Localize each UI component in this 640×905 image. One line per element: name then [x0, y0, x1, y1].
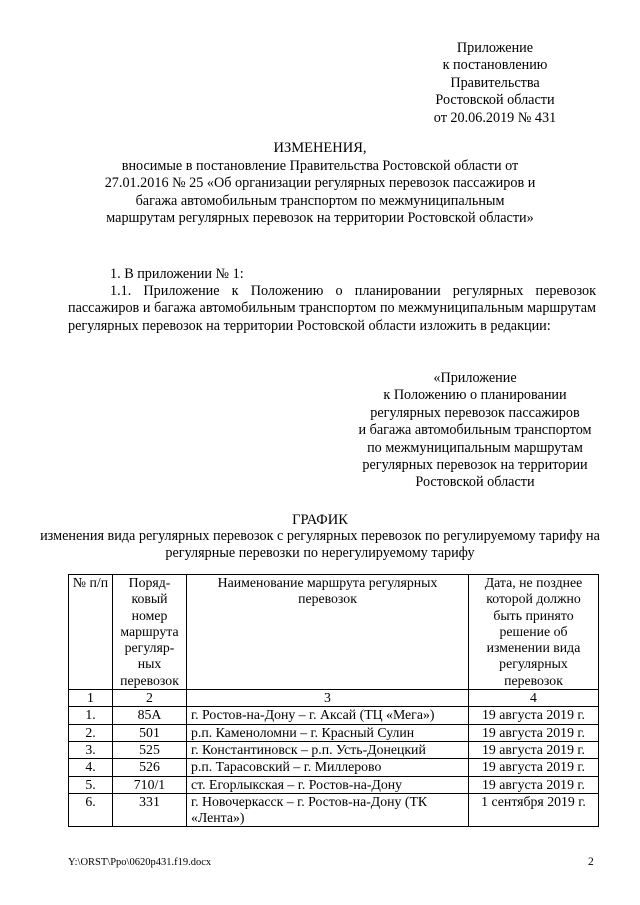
approval-line: к постановлению — [442, 57, 548, 74]
document-title: ИЗМЕНЕНИЯ, — [273, 140, 367, 156]
cell-route-name: р.п. Тарасовский – г. Миллерово — [187, 759, 469, 776]
cell-number: 2. — [69, 724, 113, 741]
table-row — [69, 724, 599, 741]
column-number: 2 — [113, 690, 187, 707]
cell-deadline: 19 августа 2019 г. — [469, 776, 599, 793]
cell-number: 5. — [69, 776, 113, 793]
schedule-title: ГРАФИК — [292, 512, 348, 528]
cell-route-number: 525 — [113, 741, 187, 758]
cell-deadline: 1 сентября 2019 г. — [469, 793, 599, 827]
paragraph-1-1: 1.1. Приложение к Положению о планировании регулярных перевозок пассажиров и багажа автомобильным транспортом по межмуниципальным маршрутам регулярных перевозок на территории Ростовской области изложить в редакции: — [68, 283, 596, 334]
document-subtitle: вносимые в постановление Правительства Ростовской области от 27.01.2016 № 25 «Об организации регулярных перевозок пассажиров и багажа автомобильным транспортом по межмуниципальным маршрутам регулярных перевозок на территории Ростовской области» — [104, 158, 536, 227]
table-row — [69, 776, 599, 793]
header-number: № п/п — [69, 575, 113, 690]
cell-route-name: ст. Егорлыкская – г. Ростов-на-Дону — [187, 776, 469, 793]
table-row — [69, 793, 599, 827]
column-number: 1 — [69, 690, 113, 707]
cell-deadline: 19 августа 2019 г. — [469, 741, 599, 758]
appendix-line: «Приложение — [433, 370, 517, 386]
approval-line: от 20.06.2019 № 431 — [433, 109, 557, 126]
appendix-line: Ростовской области — [415, 474, 535, 491]
approval-block — [420, 40, 570, 127]
cell-route-name: г. Новочеркасск – г. Ростов-на-Дону (ТК «Лента») — [187, 793, 469, 827]
cell-route-name: р.п. Каменоломни – г. Красный Сулин — [187, 724, 469, 741]
appendix-block — [330, 370, 620, 492]
cell-number: 6. — [69, 793, 113, 827]
appendix-line: регулярных перевозок на территории — [362, 457, 588, 474]
cell-route-number: 331 — [113, 793, 187, 827]
file-path-footer: Y:\ORST\Ppo\0620p431.f19.docx — [68, 857, 212, 868]
schedule-table — [68, 574, 599, 827]
header-route-number: Поряд-ковый номер маршрута регуляр-ных перевозок — [113, 575, 187, 690]
appendix-line: к Положению о планировании — [383, 387, 567, 404]
cell-number: 4. — [69, 759, 113, 776]
approval-line: Приложение — [456, 40, 534, 56]
table-column-numbers-row — [69, 690, 599, 707]
approval-line: Ростовской области — [435, 92, 555, 109]
cell-route-number: 526 — [113, 759, 187, 776]
table-row — [69, 741, 599, 758]
cell-number: 1. — [69, 707, 113, 724]
cell-route-name: г. Ростов-на-Дону – г. Аксай (ТЦ «Мега») — [187, 707, 469, 724]
table-header-row — [69, 575, 599, 690]
cell-route-name: г. Константиновск – р.п. Усть-Донецкий — [187, 741, 469, 758]
cell-number: 3. — [69, 741, 113, 758]
appendix-line: по межмуниципальным маршрутам — [367, 439, 583, 456]
header-route-name: Наименование маршрута регулярных перевозок — [187, 575, 469, 690]
column-number: 3 — [187, 690, 469, 707]
cell-deadline: 19 августа 2019 г. — [469, 759, 599, 776]
page-number: 2 — [588, 856, 594, 868]
approval-line: Правительства — [450, 74, 540, 91]
table-row — [69, 707, 599, 724]
header-deadline: Дата, не позднее которой должно быть принято решение об изменении вида регулярных перевозок — [469, 575, 599, 690]
table-row — [69, 759, 599, 776]
schedule-subtitle: изменения вида регулярных перевозок с регулярных перевозок по регулируемому тарифу на регулярные перевозки по нерегулируемому тарифу — [40, 528, 600, 562]
paragraph-1: 1. В приложении № 1: — [110, 266, 244, 282]
appendix-line: и багажа автомобильным транспортом — [358, 422, 592, 439]
cell-deadline: 19 августа 2019 г. — [469, 724, 599, 741]
cell-route-number: 85А — [113, 707, 187, 724]
cell-route-number: 501 — [113, 724, 187, 741]
appendix-line: регулярных перевозок пассажиров — [370, 404, 580, 421]
column-number: 4 — [469, 690, 599, 707]
cell-route-number: 710/1 — [113, 776, 187, 793]
cell-deadline: 19 августа 2019 г. — [469, 707, 599, 724]
